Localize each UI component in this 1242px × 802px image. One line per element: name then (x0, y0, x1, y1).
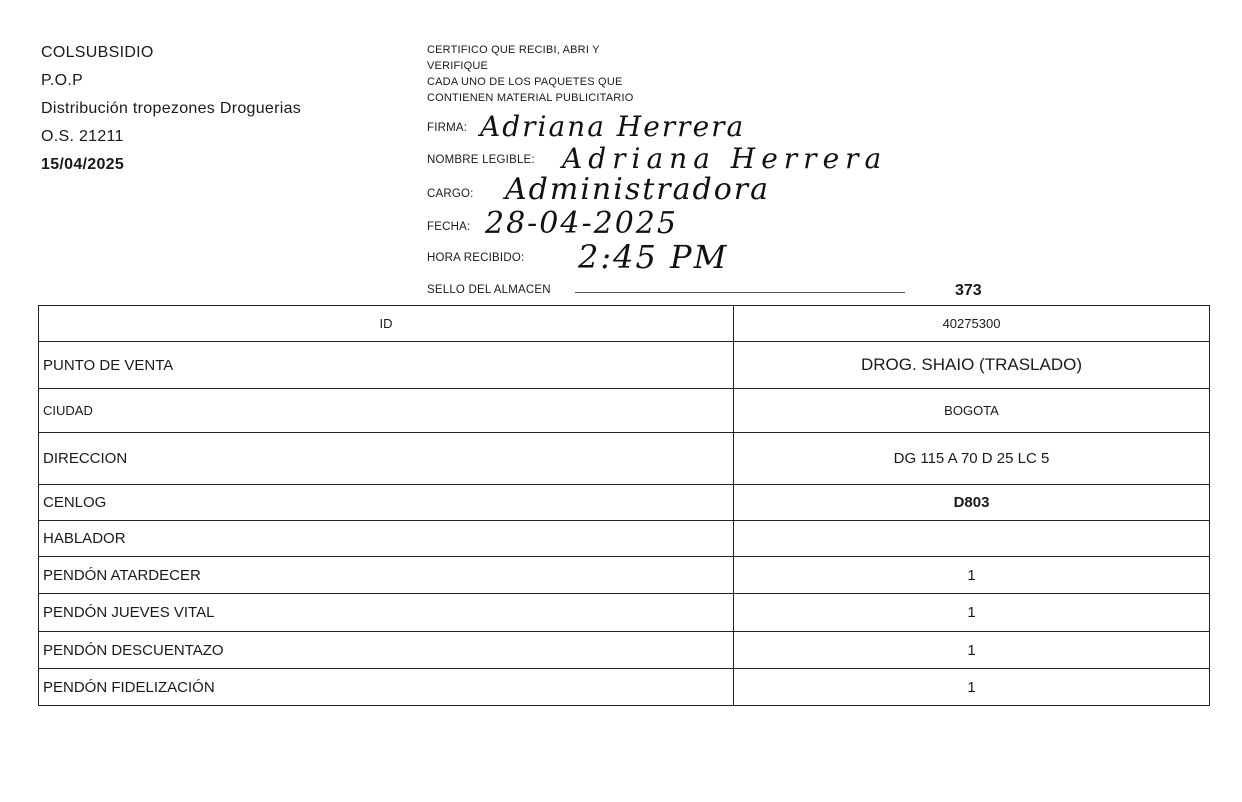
pop-label: P.O.P (41, 72, 84, 89)
ciudad-value: BOGOTA (734, 389, 1210, 433)
table-row (39, 485, 1210, 521)
cargo-label: CARGO: (427, 188, 474, 200)
hablador-label: HABLADOR (39, 521, 734, 557)
punto-de-venta-label: PUNTO DE VENTA (39, 342, 734, 389)
hora-label: HORA RECIBIDO: (427, 252, 525, 264)
certification-line: CONTIENEN MATERIAL PUBLICITARIO (427, 92, 634, 104)
sello-number: 373 (955, 282, 982, 299)
fecha-label: FECHA: (427, 221, 471, 233)
hablador-value (734, 521, 1210, 557)
distribution-description: Distribución tropezones Droguerias (41, 100, 302, 117)
table-row (39, 389, 1210, 433)
table-row (39, 557, 1210, 594)
table-row (39, 594, 1210, 632)
certification-line: CADA UNO DE LOS PAQUETES QUE (427, 76, 623, 88)
punto-de-venta-value: DROG. SHAIO (TRASLADO) (734, 342, 1210, 389)
pendon-fidelizacion-value: 1 (734, 669, 1210, 706)
sello-label: SELLO DEL ALMACEN (427, 284, 551, 296)
certification-line: VERIFIQUE (427, 60, 489, 72)
certification-line: CERTIFICO QUE RECIBI, ABRI Y (427, 44, 600, 56)
pendon-jueves-vital-label: PENDÓN JUEVES VITAL (39, 594, 734, 632)
pendon-jueves-vital-value: 1 (734, 594, 1210, 632)
order-number: O.S. 21211 (41, 128, 124, 145)
nombre-label: NOMBRE LEGIBLE: (427, 154, 535, 166)
signature-handwritten: Adriana Herrera (480, 110, 746, 143)
table-row (39, 306, 1210, 342)
cenlog-label: CENLOG (39, 485, 734, 521)
pendon-atardecer-value: 1 (734, 557, 1210, 594)
direccion-label: DIRECCION (39, 433, 734, 485)
table-row (39, 521, 1210, 557)
table-row (39, 632, 1210, 669)
delivery-table (38, 305, 1210, 706)
cenlog-value: D803 (734, 485, 1210, 521)
company-name: COLSUBSIDIO (41, 44, 154, 61)
cargo-handwritten: Administradora (505, 172, 770, 207)
direccion-value: DG 115 A 70 D 25 LC 5 (734, 433, 1210, 485)
fecha-handwritten: 28-04-2025 (485, 206, 678, 241)
pendon-descuentazo-value: 1 (734, 632, 1210, 669)
table-row (39, 433, 1210, 485)
table-row (39, 669, 1210, 706)
issuer-block (41, 39, 301, 179)
id-label: ID (39, 306, 734, 342)
table-row (39, 342, 1210, 389)
issue-date: 15/04/2025 (41, 156, 125, 173)
sello-line (575, 292, 905, 293)
certification-text (427, 42, 633, 106)
pendon-descuentazo-label: PENDÓN DESCUENTAZO (39, 632, 734, 669)
hora-handwritten: 2:45 PM (578, 238, 729, 276)
ciudad-label: CIUDAD (39, 389, 734, 433)
pendon-fidelizacion-label: PENDÓN FIDELIZACIÓN (39, 669, 734, 706)
pendon-atardecer-label: PENDÓN ATARDECER (39, 557, 734, 594)
nombre-handwritten: Adriana Herrera (562, 142, 888, 175)
firma-label: FIRMA: (427, 122, 468, 134)
id-value: 40275300 (734, 306, 1210, 342)
